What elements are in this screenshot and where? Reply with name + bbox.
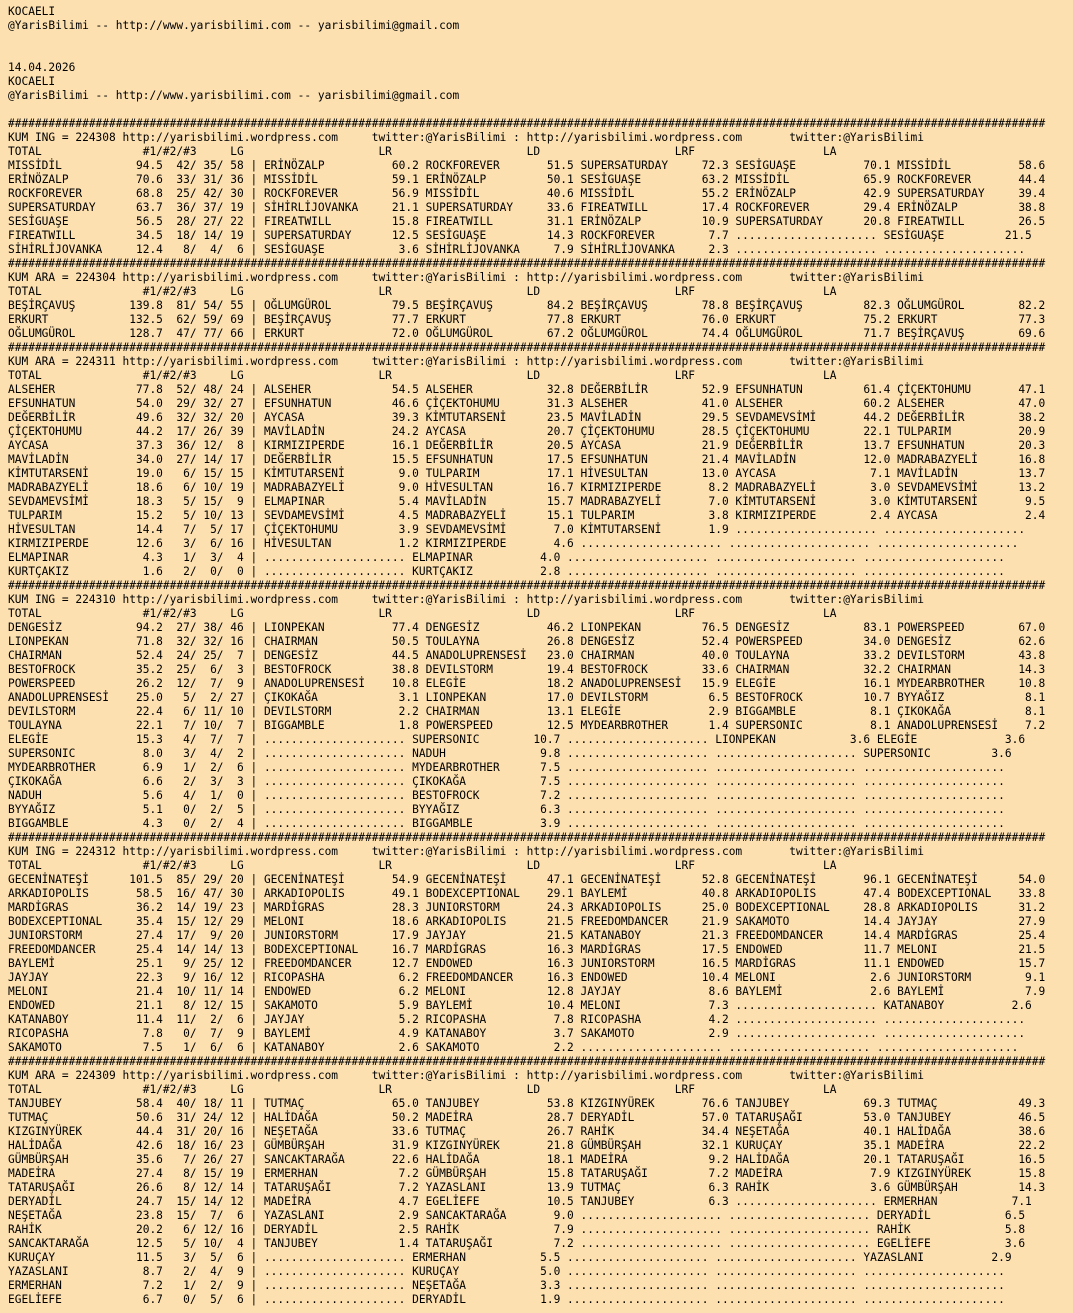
table-row: JUNIORSTORM 27.4 17/ 9/ 20 | JUNIORSTORM 17.9 JAYJAY 21.5 KATANABOY 21.3 FREEDOMDANCER 14.4 MARDİGRAS 25.4 — [8, 929, 1046, 942]
table-row: DEĞERBİLİR 49.6 32/ 32/ 20 | AYCASA 39.3 KİMTUTARSENİ 23.5 MAVİLADİN 29.5 SEVDAMEVSİMİ 44.2 DEĞERBİLİR 38.2 — [8, 411, 1046, 424]
table-row: POWERSPEED 26.2 12/ 7/ 9 | ANADOLUPRENSESİ 10.8 ELEGİE 18.2 ANADOLUPRENSESİ 15.9 ELEGİE 16.1 MYDEARBROTHER 10.8 — [8, 677, 1046, 690]
table-row: MAVİLADİN 34.0 27/ 14/ 17 | DEĞERBİLİR 15.5 EFSUNHATUN 17.5 EFSUNHATUN 21.4 MAVİLADİN 12.0 MADRABAZYELİ 16.8 — [8, 453, 1046, 466]
table-row: CHAIRMAN 52.4 24/ 25/ 7 | DENGESİZ 44.5 ANADOLUPRENSESİ 23.0 CHAIRMAN 40.0 TOULAYNA 33.2 DEVILSTORM 43.8 — [8, 649, 1046, 662]
table-row: ROCKFOREVER 68.8 25/ 42/ 30 | ROCKFOREVER 56.9 MISSİDİL 40.6 MISSİDİL 55.2 ERİNÖZALP 42.9 SUPERSATURDAY 39.4 — [8, 187, 1046, 200]
table-row: MELONI 21.4 10/ 11/ 14 | ENDOWED 6.2 MELONI 12.8 JAYJAY 8.6 BAYLEMİ 2.6 BAYLEMİ 7.9 — [8, 985, 1046, 998]
table-row: BIGGAMBLE 4.3 0/ 2/ 4 | ..................... BIGGAMBLE 3.9 ..................... ..................... ..................... — [8, 817, 1005, 830]
table-row: KIRMIZIPERDE 12.6 3/ 6/ 16 | HİVESULTAN 1.2 KIRMIZIPERDE 4.6 ..................... ..................... ..................... — [8, 537, 1019, 550]
table-row: SAKAMOTO 7.5 1/ 6/ 6 | KATANABOY 2.6 SAKAMOTO 2.2 ..................... ..................... ..................... — [8, 1041, 1019, 1054]
table-row: LIONPEKAN 71.8 32/ 32/ 16 | CHAIRMAN 50.5 TOULAYNA 26.8 DENGESİZ 52.4 POWERSPEED 34.0 DENGESİZ 62.6 — [8, 635, 1046, 648]
table-row: NADUH 5.6 4/ 1/ 0 | ..................... BESTOFROCK 7.2 ..................... ..................... ..................... — [8, 789, 1005, 802]
table-row: EGELİEFE 6.7 0/ 5/ 6 | ..................... DERYADİL 1.9 ..................... ..................... ..................... — [8, 1293, 1005, 1306]
table-row: ÇİÇEKTOHUMU 44.2 17/ 26/ 39 | MAVİLADİN 24.2 AYCASA 20.7 ÇİÇEKTOHUMU 28.5 ÇİÇEKTOHUMU 22.1 TULPARIM 20.9 — [8, 425, 1046, 438]
table-row: TOULAYNA 22.1 7/ 10/ 7 | BIGGAMBLE 1.8 POWERSPEED 12.5 MYDEARBROTHER 1.4 SUPERSONIC 8.1 ANADOLUPRENSESİ 7.2 — [8, 719, 1046, 732]
section-separator: ########################################################################################################################################################## — [8, 831, 1046, 844]
column-header: TOTAL #1/#2/#3 LG LR LD LRF LA — [8, 607, 837, 620]
table-row: GÜMBÜRŞAH 35.6 7/ 26/ 27 | SANCAKTARAĞA 22.6 HALİDAĞA 18.1 MADEİRA 9.2 HALİDAĞA 20.1 TATARUŞAĞI 16.5 — [8, 1153, 1046, 1166]
table-row: KİMTUTARSENİ 19.0 6/ 15/ 15 | KİMTUTARSENİ 9.0 TULPARIM 17.1 HİVESULTAN 13.0 AYCASA 7.1 MAVİLADİN 13.7 — [8, 467, 1046, 480]
text-line: KOCAELI — [8, 5, 56, 18]
table-row: SESİGUAŞE 56.5 28/ 27/ 22 | FIREATWILL 15.8 FIREATWILL 31.1 ERİNÖZALP 10.9 SUPERSATURDAY 20.8 FIREATWILL 26.5 — [8, 215, 1046, 228]
table-row: BODEXCEPTIONAL 35.4 15/ 12/ 29 | MELONI 18.6 ARKADIOPOLIS 21.5 FREEDOMDANCER 21.9 SAKAMOTO 14.4 JAYJAY 27.9 — [8, 915, 1046, 928]
table-row: OĞLUMGÜROL 128.7 47/ 77/ 66 | ERKURT 72.0 OĞLUMGÜROL 67.2 OĞLUMGÜROL 74.4 OĞLUMGÜROL 71.7 BEŞİRÇAVUŞ 69.6 — [8, 327, 1046, 340]
table-row: KURUÇAY 11.5 3/ 5/ 6 | ..................... ERMERHAN 5.5 ..................... ..................... YAZASLANI 2.9 — [8, 1251, 1012, 1264]
table-row: MADRABAZYELİ 18.6 6/ 10/ 19 | MADRABAZYELİ 9.0 HİVESULTAN 16.7 KIRMIZIPERDE 8.2 MADRABAZYELİ 3.0 SEVDAMEVSİMİ 13.2 — [8, 481, 1046, 494]
section-separator: ########################################################################################################################################################## — [8, 257, 1046, 270]
race-header: KUM ING = 224310 http://yarisbilimi.wordpress.com twitter:@YarisBilimi : http://yarisbilimi.wordpress.com twitter:@YarisBilimi — [8, 593, 925, 606]
column-header: TOTAL #1/#2/#3 LG LR LD LRF LA — [8, 369, 837, 382]
table-row: SEVDAMEVSİMİ 18.3 5/ 15/ 9 | ELMAPINAR 5.4 MAVİLADİN 15.7 MADRABAZYELİ 7.0 KİMTUTARSENİ 3.0 KİMTUTARSENİ 9.5 — [8, 495, 1046, 508]
table-row: ERKURT 132.5 62/ 59/ 69 | BEŞİRÇAVUŞ 77.7 ERKURT 77.8 ERKURT 76.0 ERKURT 75.2 ERKURT 77.3 — [8, 313, 1046, 326]
table-row: SİHİRLİJOVANKA 12.4 8/ 4/ 6 | SESİGUAŞE 3.6 SİHİRLİJOVANKA 7.9 SİHİRLİJOVANKA 2.3 ..................... ..................... — [8, 243, 1026, 256]
table-row: ERMERHAN 7.2 1/ 2/ 9 | ..................... NEŞETAĞA 3.3 ..................... ..................... ..................... — [8, 1279, 1005, 1292]
table-row: ENDOWED 21.1 8/ 12/ 15 | SAKAMOTO 5.9 BAYLEMİ 10.4 MELONI 7.3 ..................... KATANABOY 2.6 — [8, 999, 1032, 1012]
table-row: BESTOFROCK 35.2 25/ 6/ 3 | BESTOFROCK 38.8 DEVILSTORM 19.4 BESTOFROCK 33.6 CHAIRMAN 32.2 CHAIRMAN 14.3 — [8, 663, 1046, 676]
table-row: RAHİK 20.2 6/ 12/ 16 | DERYADİL 2.5 RAHİK 7.9 ..................... ..................... RAHİK 5.8 — [8, 1223, 1026, 1236]
table-row: MISSİDİL 94.5 42/ 35/ 58 | ERİNÖZALP 60.2 ROCKFOREVER 51.5 SUPERSATURDAY 72.3 SESİGUAŞE 70.1 MISSİDİL 58.6 — [8, 159, 1046, 172]
blank-line — [8, 47, 1073, 61]
table-row: EFSUNHATUN 54.0 29/ 32/ 27 | EFSUNHATUN 46.6 ÇİÇEKTOHUMU 31.3 ALSEHER 41.0 ALSEHER 60.2 ALSEHER 47.0 — [8, 397, 1046, 410]
table-row: FIREATWILL 34.5 18/ 14/ 19 | SUPERSATURDAY 12.5 SESİGUAŞE 14.3 ROCKFOREVER 7.7 ..................... SESİGUAŞE 21.5 — [8, 229, 1032, 242]
column-header: TOTAL #1/#2/#3 LG LR LD LRF LA — [8, 285, 837, 298]
table-row: JAYJAY 22.3 9/ 16/ 12 | RICOPASHA 6.2 FREEDOMDANCER 16.3 ENDOWED 10.4 MELONI 2.6 JUNIORSTORM 9.1 — [8, 971, 1046, 984]
table-row: MADEİRA 27.4 8/ 15/ 19 | ERMERHAN 7.2 GÜMBÜRŞAH 15.8 TATARUŞAĞI 7.2 MADEİRA 7.9 KIZGINYÜREK 15.8 — [8, 1167, 1046, 1180]
race-header: KUM ARA = 224304 http://yarisbilimi.wordpress.com twitter:@YarisBilimi : http://yarisbilimi.wordpress.com twitter:@YarisBilimi — [8, 271, 925, 284]
site-credit: @YarisBilimi -- http://www.yarisbilimi.com -- yarisbilimi@gmail.com — [8, 89, 460, 102]
table-row: RICOPASHA 7.8 0/ 7/ 9 | BAYLEMİ 4.9 KATANABOY 3.7 SAKAMOTO 2.9 ..................... ..................... — [8, 1027, 1026, 1040]
table-row: GECENİNATEŞİ 101.5 85/ 29/ 20 | GECENİNATEŞİ 54.9 GECENİNATEŞİ 47.1 GECENİNATEŞİ 52.8 GECENİNATEŞİ 96.1 GECENİNATEŞİ 54.0 — [8, 873, 1046, 886]
table-row: FREEDOMDANCER 25.4 14/ 14/ 13 | BODEXCEPTIONAL 16.7 MARDİGRAS 16.3 MARDİGRAS 17.5 ENDOWED 11.7 MELONI 21.5 — [8, 943, 1046, 956]
table-row: ANADOLUPRENSESİ 25.0 5/ 2/ 27 | ÇIKOKAĞA 3.1 LIONPEKAN 17.0 DEVILSTORM 6.5 BESTOFROCK 10.7 BYYAĞIZ 8.1 — [8, 691, 1046, 704]
race-header: KUM ING = 224308 http://yarisbilimi.wordpress.com twitter:@YarisBilimi : http://yarisbilimi.wordpress.com twitter:@YarisBilimi — [8, 131, 925, 144]
table-row: SUPERSATURDAY 63.7 36/ 37/ 19 | SİHİRLİJOVANKA 21.1 SUPERSATURDAY 33.6 FIREATWILL 17.4 ROCKFOREVER 29.4 ERİNÖZALP 38.8 — [8, 201, 1046, 214]
table-row: BYYAĞIZ 5.1 0/ 2/ 5 | ..................... BYYAĞIZ 6.3 ..................... ..................... ..................... — [8, 803, 1005, 816]
table-row: ELEGİE 15.3 4/ 7/ 7 | ..................... SUPERSONIC 10.7 ..................... LIONPEKAN 3.6 ELEGİE 3.6 — [8, 733, 1026, 746]
table-row: HİVESULTAN 14.4 7/ 5/ 17 | ÇİÇEKTOHUMU 3.9 SEVDAMEVSİMİ 7.0 KİMTUTARSENİ 1.9 ..................... ..................... — [8, 523, 1026, 536]
section-separator: ########################################################################################################################################################## — [8, 341, 1046, 354]
blank-line — [8, 33, 1073, 47]
table-row: ELMAPINAR 4.3 1/ 3/ 4 | ..................... ELMAPINAR 4.0 ..................... ..................... ..................... — [8, 551, 1005, 564]
table-row: MARDİGRAS 36.2 14/ 19/ 23 | MARDİGRAS 28.3 JUNIORSTORM 24.3 ARKADIOPOLIS 25.0 BODEXCEPTIONAL 28.8 ARKADIOPOLIS 31.2 — [8, 901, 1046, 914]
race-header: KUM ING = 224312 http://yarisbilimi.wordpress.com twitter:@YarisBilimi : http://yarisbilimi.wordpress.com twitter:@YarisBilimi — [8, 845, 925, 858]
table-row: TATARUŞAĞI 26.6 8/ 12/ 14 | TATARUŞAĞI 7.2 YAZASLANI 13.9 TUTMAÇ 6.3 RAHİK 3.6 GÜMBÜRŞAH 14.3 — [8, 1181, 1046, 1194]
section-separator: ########################################################################################################################################################## — [8, 579, 1046, 592]
section-separator: ########################################################################################################################################################## — [8, 1055, 1046, 1068]
table-row: BAYLEMİ 25.1 9/ 25/ 12 | FREEDOMDANCER 12.7 ENDOWED 16.3 JUNIORSTORM 16.5 MARDİGRAS 11.1 ENDOWED 15.7 — [8, 957, 1046, 970]
race-header: KUM ARA = 224309 http://yarisbilimi.wordpress.com twitter:@YarisBilimi : http://yarisbilimi.wordpress.com twitter:@YarisBilimi — [8, 1069, 925, 1082]
table-row: DERYADİL 24.7 15/ 14/ 12 | MADEİRA 4.7 EGELİEFE 10.5 TANJUBEY 6.3 ..................... ERMERHAN 7.1 — [8, 1195, 1032, 1208]
column-header: TOTAL #1/#2/#3 LG LR LD LRF LA — [8, 859, 837, 872]
table-row: TUTMAÇ 50.6 31/ 24/ 12 | HALİDAĞA 50.2 MADEİRA 28.7 DERYADİL 57.0 TATARUŞAĞI 53.0 TANJUBEY 46.5 — [8, 1111, 1046, 1124]
table-row: MYDEARBROTHER 6.9 1/ 2/ 6 | ..................... MYDEARBROTHER 7.5 ..................... ..................... ..................... — [8, 761, 1005, 774]
table-row: TULPARIM 15.2 5/ 10/ 13 | SEVDAMEVSİMİ 4.5 MADRABAZYELİ 15.1 TULPARIM 3.8 KIRMIZIPERDE 2.4 AYCASA 2.4 — [8, 509, 1046, 522]
table-row: TANJUBEY 58.4 40/ 18/ 11 | TUTMAÇ 65.0 TANJUBEY 53.8 KIZGINYÜREK 76.6 TANJUBEY 69.3 TUTMAÇ 49.3 — [8, 1097, 1046, 1110]
table-row: YAZASLANI 8.7 2/ 4/ 9 | ..................... KURUÇAY 5.0 ..................... ..................... ..................... — [8, 1265, 1005, 1278]
table-row: ARKADIOPOLIS 58.5 16/ 47/ 30 | ARKADIOPOLIS 49.1 BODEXCEPTIONAL 29.1 BAYLEMİ 40.8 ARKADIOPOLIS 47.4 BODEXCEPTIONAL 33.8 — [8, 887, 1046, 900]
table-row: HALİDAĞA 42.6 18/ 16/ 23 | GÜMBÜRŞAH 31.9 KIZGINYÜREK 21.8 GÜMBÜRŞAH 32.1 KURUÇAY 35.1 MADEİRA 22.2 — [8, 1139, 1046, 1152]
table-row: SUPERSONIC 8.0 3/ 4/ 2 | ..................... NADUH 9.8 ..................... ..................... SUPERSONIC 3.6 — [8, 747, 1012, 760]
table-row: KURTÇAKIZ 1.6 2/ 0/ 0 | ..................... KURTÇAKIZ 2.8 ..................... ..................... ..................... — [8, 565, 1005, 578]
race-header: KUM ARA = 224311 http://yarisbilimi.wordpress.com twitter:@YarisBilimi : http://yarisbilimi.wordpress.com twitter:@YarisBilimi — [8, 355, 925, 368]
column-header: TOTAL #1/#2/#3 LG LR LD LRF LA — [8, 145, 837, 158]
table-row: NEŞETAĞA 23.8 15/ 7/ 6 | YAZASLANI 2.9 SANCAKTARAĞA 9.0 ..................... ..................... DERYADİL 6.5 — [8, 1209, 1026, 1222]
table-row: ALSEHER 77.8 52/ 48/ 24 | ALSEHER 54.5 ALSEHER 32.8 DEĞERBİLİR 52.9 EFSUNHATUN 61.4 ÇİÇEKTOHUMU 47.1 — [8, 383, 1046, 396]
table-row: DENGESİZ 94.2 27/ 38/ 46 | LIONPEKAN 77.4 DENGESİZ 46.2 LIONPEKAN 76.5 DENGESİZ 83.1 POWERSPEED 67.0 — [8, 621, 1046, 634]
report-date: 14.04.2026 — [8, 61, 76, 74]
table-row: ERİNÖZALP 70.6 33/ 31/ 36 | MISSİDİL 59.1 ERİNÖZALP 50.1 SESİGUAŞE 63.2 MISSİDİL 65.9 ROCKFOREVER 44.4 — [8, 173, 1046, 186]
table-row: KIZGINYÜREK 44.4 31/ 20/ 16 | NEŞETAĞA 33.6 TUTMAÇ 26.7 RAHİK 34.4 NEŞETAĞA 40.1 HALİDAĞA 38.6 — [8, 1125, 1046, 1138]
blank-line — [8, 103, 1073, 117]
table-row: ÇIKOKAĞA 6.6 2/ 3/ 3 | ..................... ÇIKOKAĞA 7.5 ..................... ..................... ..................... — [8, 775, 1005, 788]
table-row: BEŞİRÇAVUŞ 139.8 81/ 54/ 55 | OĞLUMGÜROL 79.5 BEŞİRÇAVUŞ 84.2 BEŞİRÇAVUŞ 78.8 BEŞİRÇAVUŞ 82.3 OĞLUMGÜROL 82.2 — [8, 299, 1046, 312]
table-row: AYCASA 37.3 36/ 12/ 8 | KIRMIZIPERDE 16.1 DEĞERBİLİR 20.5 AYCASA 21.9 DEĞERBİLİR 13.7 EFSUNHATUN 20.3 — [8, 439, 1046, 452]
text-line: KOCAELI — [8, 75, 56, 88]
column-header: TOTAL #1/#2/#3 LG LR LD LRF LA — [8, 1083, 837, 1096]
table-row: SANCAKTARAĞA 12.5 5/ 10/ 4 | TANJUBEY 1.4 TATARUŞAĞI 7.2 ..................... ..................... EGELİEFE 3.6 — [8, 1237, 1026, 1250]
section-separator: ########################################################################################################################################################## — [8, 117, 1046, 130]
table-row: KATANABOY 11.4 11/ 2/ 6 | JAYJAY 5.2 RICOPASHA 7.8 RICOPASHA 4.2 ..................... ..................... — [8, 1013, 1026, 1026]
site-credit: @YarisBilimi -- http://www.yarisbilimi.com -- yarisbilimi@gmail.com — [8, 19, 460, 32]
table-row: DEVILSTORM 22.4 6/ 11/ 10 | DEVILSTORM 2.2 CHAIRMAN 13.1 ELEGİE 2.9 BIGGAMBLE 8.1 ÇIKOKAĞA 8.1 — [8, 705, 1046, 718]
